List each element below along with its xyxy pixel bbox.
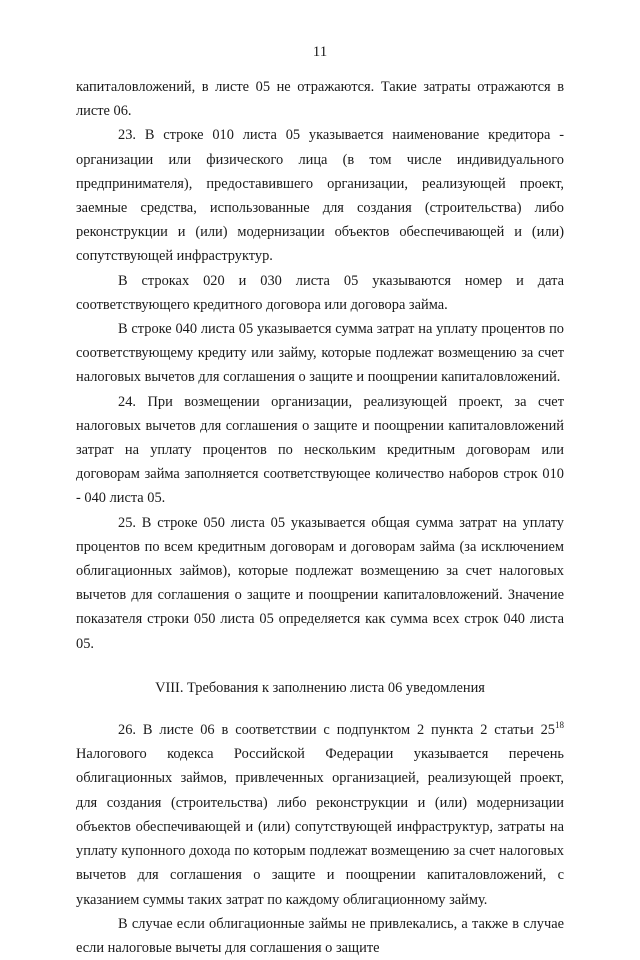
- page-number: 11: [312, 44, 328, 60]
- paragraph-line-040: В строке 040 листа 05 указывается сумма затрат на уплату процентов по соответствующему кредиту или займу, которые подлежат возмещению за счет налоговых вычетов для соглашения о защите и поощрении капиталовложений.: [76, 321, 564, 386]
- paragraph-continuation: капиталовложений, в листе 05 не отражаются. Такие затраты отражаются в листе 06.: [76, 79, 564, 120]
- paragraph-bond-case: В случае если облигационные займы не привлекались, а также в случае если налоговые вычеты для соглашения о защите: [76, 915, 564, 956]
- paragraph-24: 24. При возмещении организации, реализующей проект, за счет налоговых вычетов для соглашения о защите и поощрении капиталовложений затрат на уплату процентов по нескольким кредитным договорам или договорам займа заполняется соответствующее количество наборов строк 010 - 040 листа 05.: [76, 393, 564, 507]
- paragraph-lines-020-030: В строках 020 и 030 листа 05 указываются номер и дата соответствующего кредитного договора или договора займа.: [76, 272, 564, 313]
- paragraph-26-start: 26. В листе 06 в соответствии с подпунктом 2 пункта 2 статьи 25: [118, 722, 555, 739]
- paragraph-26: [76, 718, 564, 912]
- paragraph-25: 25. В строке 050 листа 05 указывается общая сумма затрат на уплату процентов по всем кредитным договорам и договорам займа (за исключением облигационных займов), которые подлежат возмещению за счет налоговых вычетов для соглашения о защите и поощрении капиталовложений. Значение показателя строки 050 листа 05 определяется как сумма всех строк 040 листа 05.: [76, 514, 564, 652]
- paragraph-23: 23. В строке 010 листа 05 указывается наименование кредитора - организации или физического лица (в том числе индивидуального предпринимателя), предоставившего организации, реализующей проект, заемные средства, использованные для создания (строительства) либо реконструкции и (или) модернизации объектов обеспечивающей и (или) сопутствующей инфраструктур.: [76, 127, 564, 265]
- document-body: [76, 75, 564, 960]
- paragraph-26-rest: Налогового кодекса Российской Федерации указывается перечень облигационных займов, привлеченных организацией, реализующей проект, для создания (строительства) либо реконструкции и (или) модернизации объектов обеспечивающей и (или) сопутствующей инфраструктур, затраты на уплату купонного дохода по которым подлежат возмещению за счет налоговых вычетов для соглашения о защите и поощрении капиталовложений, с указанием суммы таких затрат по каждому облигационному займу.: [76, 746, 564, 908]
- article-superscript: 18: [555, 720, 564, 731]
- section-heading: VIII. Требования к заполнению листа 06 уведомления: [155, 679, 485, 696]
